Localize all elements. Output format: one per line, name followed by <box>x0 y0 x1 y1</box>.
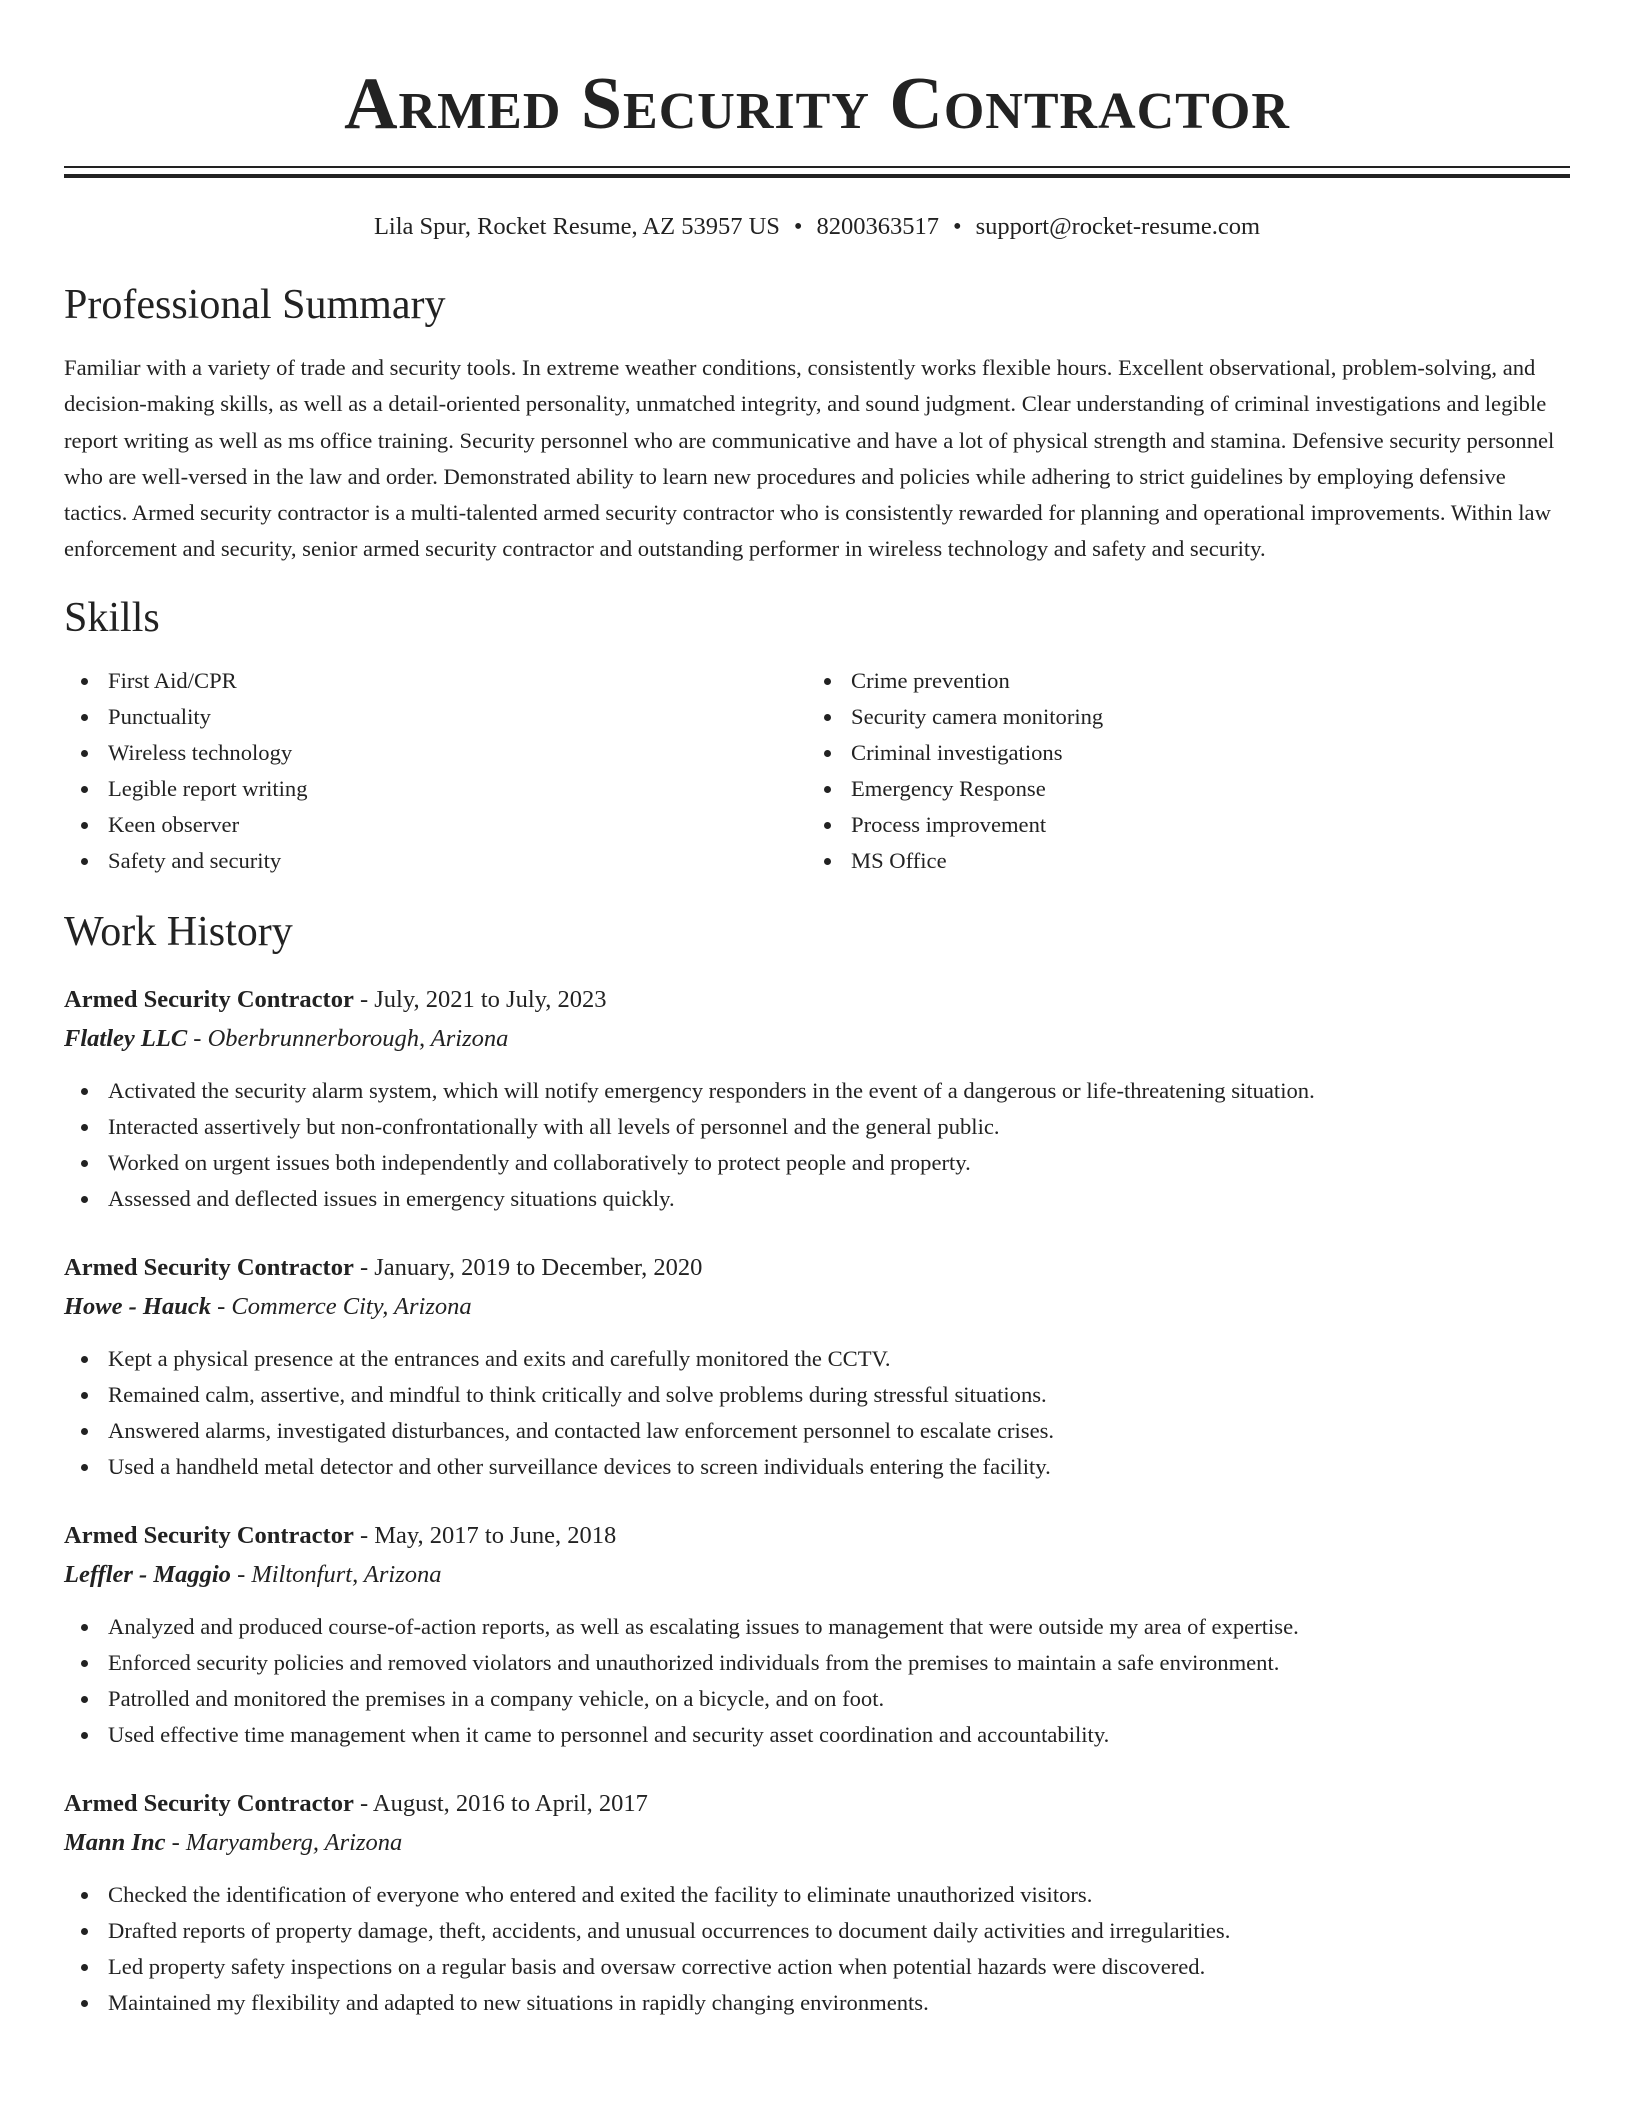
job-bullet: Remained calm, assertive, and mindful to think critically and solve problems during stressful situations. <box>64 1377 1570 1413</box>
skill-item: Emergency Response <box>807 771 1550 807</box>
skill-item: Safety and security <box>64 843 807 879</box>
job-bullet: Drafted reports of property damage, theft, accidents, and unusual occurrences to document daily activities and irregularities. <box>64 1913 1570 1949</box>
skill-item: Criminal investigations <box>807 735 1550 771</box>
skill-item: Process improvement <box>807 807 1550 843</box>
job-entry <box>64 1249 1570 1485</box>
job-bullets <box>64 1341 1570 1485</box>
summary-heading: Professional Summary <box>64 282 446 328</box>
job-title: Armed Security Contractor <box>64 1253 354 1281</box>
job-bullet: Used effective time management when it came to personnel and security asset coordination and accountability. <box>64 1717 1570 1753</box>
job-bullet: Enforced security policies and removed violators and unauthorized individuals from the premises to maintain a safe environment. <box>64 1645 1570 1681</box>
job-dates: - August, 2016 to April, 2017 <box>353 1789 648 1817</box>
skills-list <box>64 663 1570 879</box>
job-title-line <box>64 1249 1570 1287</box>
job-company-line <box>64 1019 1570 1059</box>
resume-page <box>64 0 1570 2021</box>
skill-item: Crime prevention <box>807 663 1550 699</box>
job-company: Mann Inc <box>64 1828 166 1856</box>
job-bullet: Analyzed and produced course-of-action reports, as well as escalating issues to management that were outside my area of expertise. <box>64 1609 1570 1645</box>
title-divider-thick <box>64 174 1570 178</box>
work-history-heading: Work History <box>64 908 293 955</box>
job-entry <box>64 1517 1570 1753</box>
job-location: - Commerce City, Arizona <box>211 1292 472 1320</box>
job-entry <box>64 981 1570 1217</box>
job-company-line <box>64 1287 1570 1327</box>
job-bullet: Used a handheld metal detector and other surveillance devices to screen individuals entering the facility. <box>64 1449 1570 1485</box>
contact-separator: • <box>793 213 803 240</box>
contact-separator: • <box>952 213 962 240</box>
job-bullet: Assessed and deflected issues in emergency situations quickly. <box>64 1181 1570 1217</box>
skill-item: Security camera monitoring <box>807 699 1550 735</box>
job-dates: - July, 2021 to July, 2023 <box>353 985 607 1013</box>
job-dates: - January, 2019 to December, 2020 <box>353 1253 703 1281</box>
job-company-line <box>64 1823 1570 1863</box>
job-entry <box>64 1785 1570 2021</box>
job-company: Leffler - Maggio <box>64 1560 231 1588</box>
title-divider-thin <box>64 166 1570 168</box>
page-title: Armed Security Contractor <box>344 63 1290 145</box>
job-company-line <box>64 1555 1570 1595</box>
job-bullet: Patrolled and monitored the premises in a company vehicle, on a bicycle, and on foot. <box>64 1681 1570 1717</box>
skill-item: Punctuality <box>64 699 807 735</box>
job-bullet: Kept a physical presence at the entrances and exits and carefully monitored the CCTV. <box>64 1341 1570 1377</box>
skill-item: First Aid/CPR <box>64 663 807 699</box>
skill-item: Keen observer <box>64 807 807 843</box>
job-location: - Miltonfurt, Arizona <box>230 1560 442 1588</box>
job-bullets <box>64 1877 1570 2021</box>
job-bullets <box>64 1073 1570 1217</box>
skill-item: Wireless technology <box>64 735 807 771</box>
contact-email: support@rocket-resume.com <box>975 213 1261 240</box>
job-bullet: Answered alarms, investigated disturbances, and contacted law enforcement personnel to escalate crises. <box>64 1413 1570 1449</box>
job-bullets <box>64 1609 1570 1753</box>
job-title: Armed Security Contractor <box>64 1789 354 1817</box>
skills-heading: Skills <box>64 594 160 641</box>
job-title-line <box>64 1785 1570 1823</box>
skill-item: MS Office <box>807 843 1550 879</box>
job-bullet: Checked the identification of everyone who entered and exited the facility to eliminate unauthorized visitors. <box>64 1877 1570 1913</box>
job-bullet: Worked on urgent issues both independently and collaboratively to protect people and property. <box>64 1145 1570 1181</box>
summary-text: Familiar with a variety of trade and security tools. In extreme weather conditions, consistently works flexible hours. Excellent observational, problem-solving, and decision-making skills, as well as a detail-oriented personality, unmatched integrity, and sound judgment. Clear understanding of criminal investigations and legible report writing as well as ms office training. Security personnel who are communicative and have a lot of physical strength and stamina. Defensive security personnel who are well-versed in the law and order. Demonstrated ability to learn new procedures and policies while adhering to strict guidelines by employing defensive tactics. Armed security contractor is a multi-talented armed security contractor who is consistently rewarded for planning and operational improvements. Within law enforcement and security, senior armed security contractor and outstanding performer in wireless technology and safety and security. <box>64 355 1555 562</box>
job-location: - Maryamberg, Arizona <box>165 1828 403 1856</box>
skills-column-right <box>807 663 1550 879</box>
job-bullet: Maintained my flexibility and adapted to new situations in rapidly changing environments. <box>64 1985 1570 2021</box>
job-bullet: Led property safety inspections on a regular basis and oversaw corrective action when potential hazards were discovered. <box>64 1949 1570 1985</box>
skill-item: Legible report writing <box>64 771 807 807</box>
job-bullet: Activated the security alarm system, which will notify emergency responders in the event of a dangerous or life-threatening situation. <box>64 1073 1570 1109</box>
contact-phone: 8200363517 <box>816 213 939 240</box>
job-dates: - May, 2017 to June, 2018 <box>353 1521 617 1549</box>
skills-column-left <box>64 663 807 879</box>
contact-address: Lila Spur, Rocket Resume, AZ 53957 US <box>373 213 780 240</box>
job-title: Armed Security Contractor <box>64 1521 354 1549</box>
job-company: Howe - Hauck <box>64 1292 211 1320</box>
job-title-line <box>64 1517 1570 1555</box>
job-bullet: Interacted assertively but non-confrontationally with all levels of personnel and the general public. <box>64 1109 1570 1145</box>
job-title: Armed Security Contractor <box>64 985 354 1013</box>
job-location: - Oberbrunnerborough, Arizona <box>187 1024 509 1052</box>
job-company: Flatley LLC <box>64 1024 188 1052</box>
job-title-line <box>64 981 1570 1019</box>
contact-line <box>64 212 1570 242</box>
